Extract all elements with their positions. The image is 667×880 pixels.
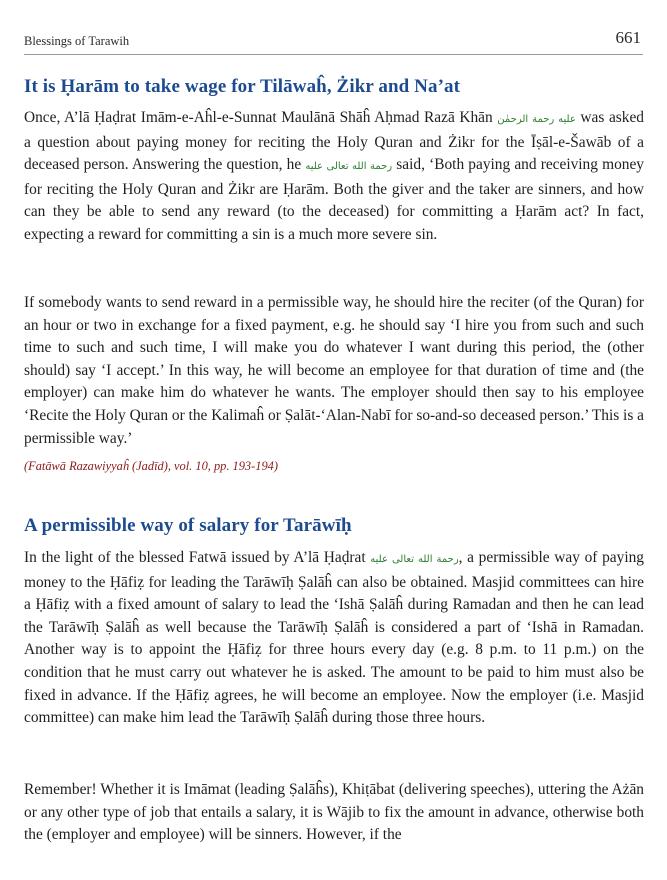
page-number: 661 [615, 28, 641, 47]
citation-reference: (Fatāwā Razawiyyaĥ (Jadīd), vol. 10, pp. 193-194) [24, 459, 278, 473]
paragraph-tarawih-fatwa [24, 547, 644, 730]
text-segment: said, ‘Both paying and receiving money for reciting the Holy Quran and Żikr are Ḥarām. Both the giver and the taker are sinners, and how can they be able to send any reward (to the deceased) for committing a Ḥarām act? In fact, expecting a reward for committing a sin is a much more severe sin. [24, 156, 644, 243]
book-title: Blessings of Tarawih [24, 34, 130, 48]
running-header [24, 26, 643, 55]
text-segment: In the light of the blessed Fatwā issued by A’lā Ḥaḍrat [24, 549, 371, 566]
honorific-arabic-text: رحمة الله تعالى عليه [370, 554, 459, 565]
paragraph-permissible-way: If somebody wants to send reward in a permissible way, he should hire the reciter (of the Quran) for an hour or two in exchange for a fixed payment, e.g. he should say ‘I hire you from such and such time to such and such time, I will make you do whatever I want during this period, the (other should) say ‘I accept.’ In this way, he will become an employee for that duration of time and (the employer) can make him do whatever he wants. The employer should then say to his employee ‘Recite the Holy Quran or the Kalimaĥ or Ṣalāt-‘Alan-Nabī for so-and-so deceased person.’ This is a permissible way.’ [24, 294, 644, 447]
paragraph-remember-salary: Remember! Whether it is Imāmat (leading Ṣalāĥs), Khiṭābat (delivering speeches), uttering the Ażān or any other type of job that entails a salary, it is Wājib to fix the amount in advance, otherwise both the (employer and employee) will be sinners. However, if the [24, 781, 644, 844]
text-segment: , a permissible way of paying money to the Ḥāfiẓ for leading the Tarāwīḥ Ṣalāĥ can also be obtained. Masjid committees can hire a Ḥāfiẓ with a fixed amount of salary to lead the ‘Ishā Ṣalāĥ during Ramadan and then he can lead the Tarāwīḥ Ṣalāĥ as well because the Tarāwīḥ Ṣalāĥ is considered a part of ‘Ishā in Ramadan. Another way is to appoint the Ḥāfiẓ for three hours every day (e.g. 8 p.m. to 11 p.m.) on the condition that he must carry out whatever he is asked. The amount to be paid to him must also be fixed in advance. If the Ḥāfiẓ agrees, he will become an employee. Now the employer (i.e. Masjid committee) can make him lead the Tarāwīḥ Ṣalāĥ during those three hours. [24, 549, 644, 727]
paragraph-fatwa-intro [24, 107, 644, 247]
honorific-arabic-text: رحمة الله تعالى عليه [305, 161, 393, 173]
text-segment: was asked a question about paying money for reciting the Holy Quran and Żikr for the Īṣāl-e-Šawāb of a deceased person. Answering the question, he [24, 109, 644, 174]
honorific-arabic-text: عليه رحمة الرحمٰن [497, 114, 576, 125]
section-heading-haram-wage: It is Ḥarām to take wage for Tilāwaĥ, Żikr and Na’at [24, 76, 461, 97]
text-segment: Once, A’lā Ḥaḍrat Imām-e-Aĥl-e-Sunnat Maulānā Shāĥ Aḥmad Razā Khān [24, 109, 498, 126]
section-heading-tarawih-salary: A permissible way of salary for Tarāwīḥ [24, 515, 352, 536]
